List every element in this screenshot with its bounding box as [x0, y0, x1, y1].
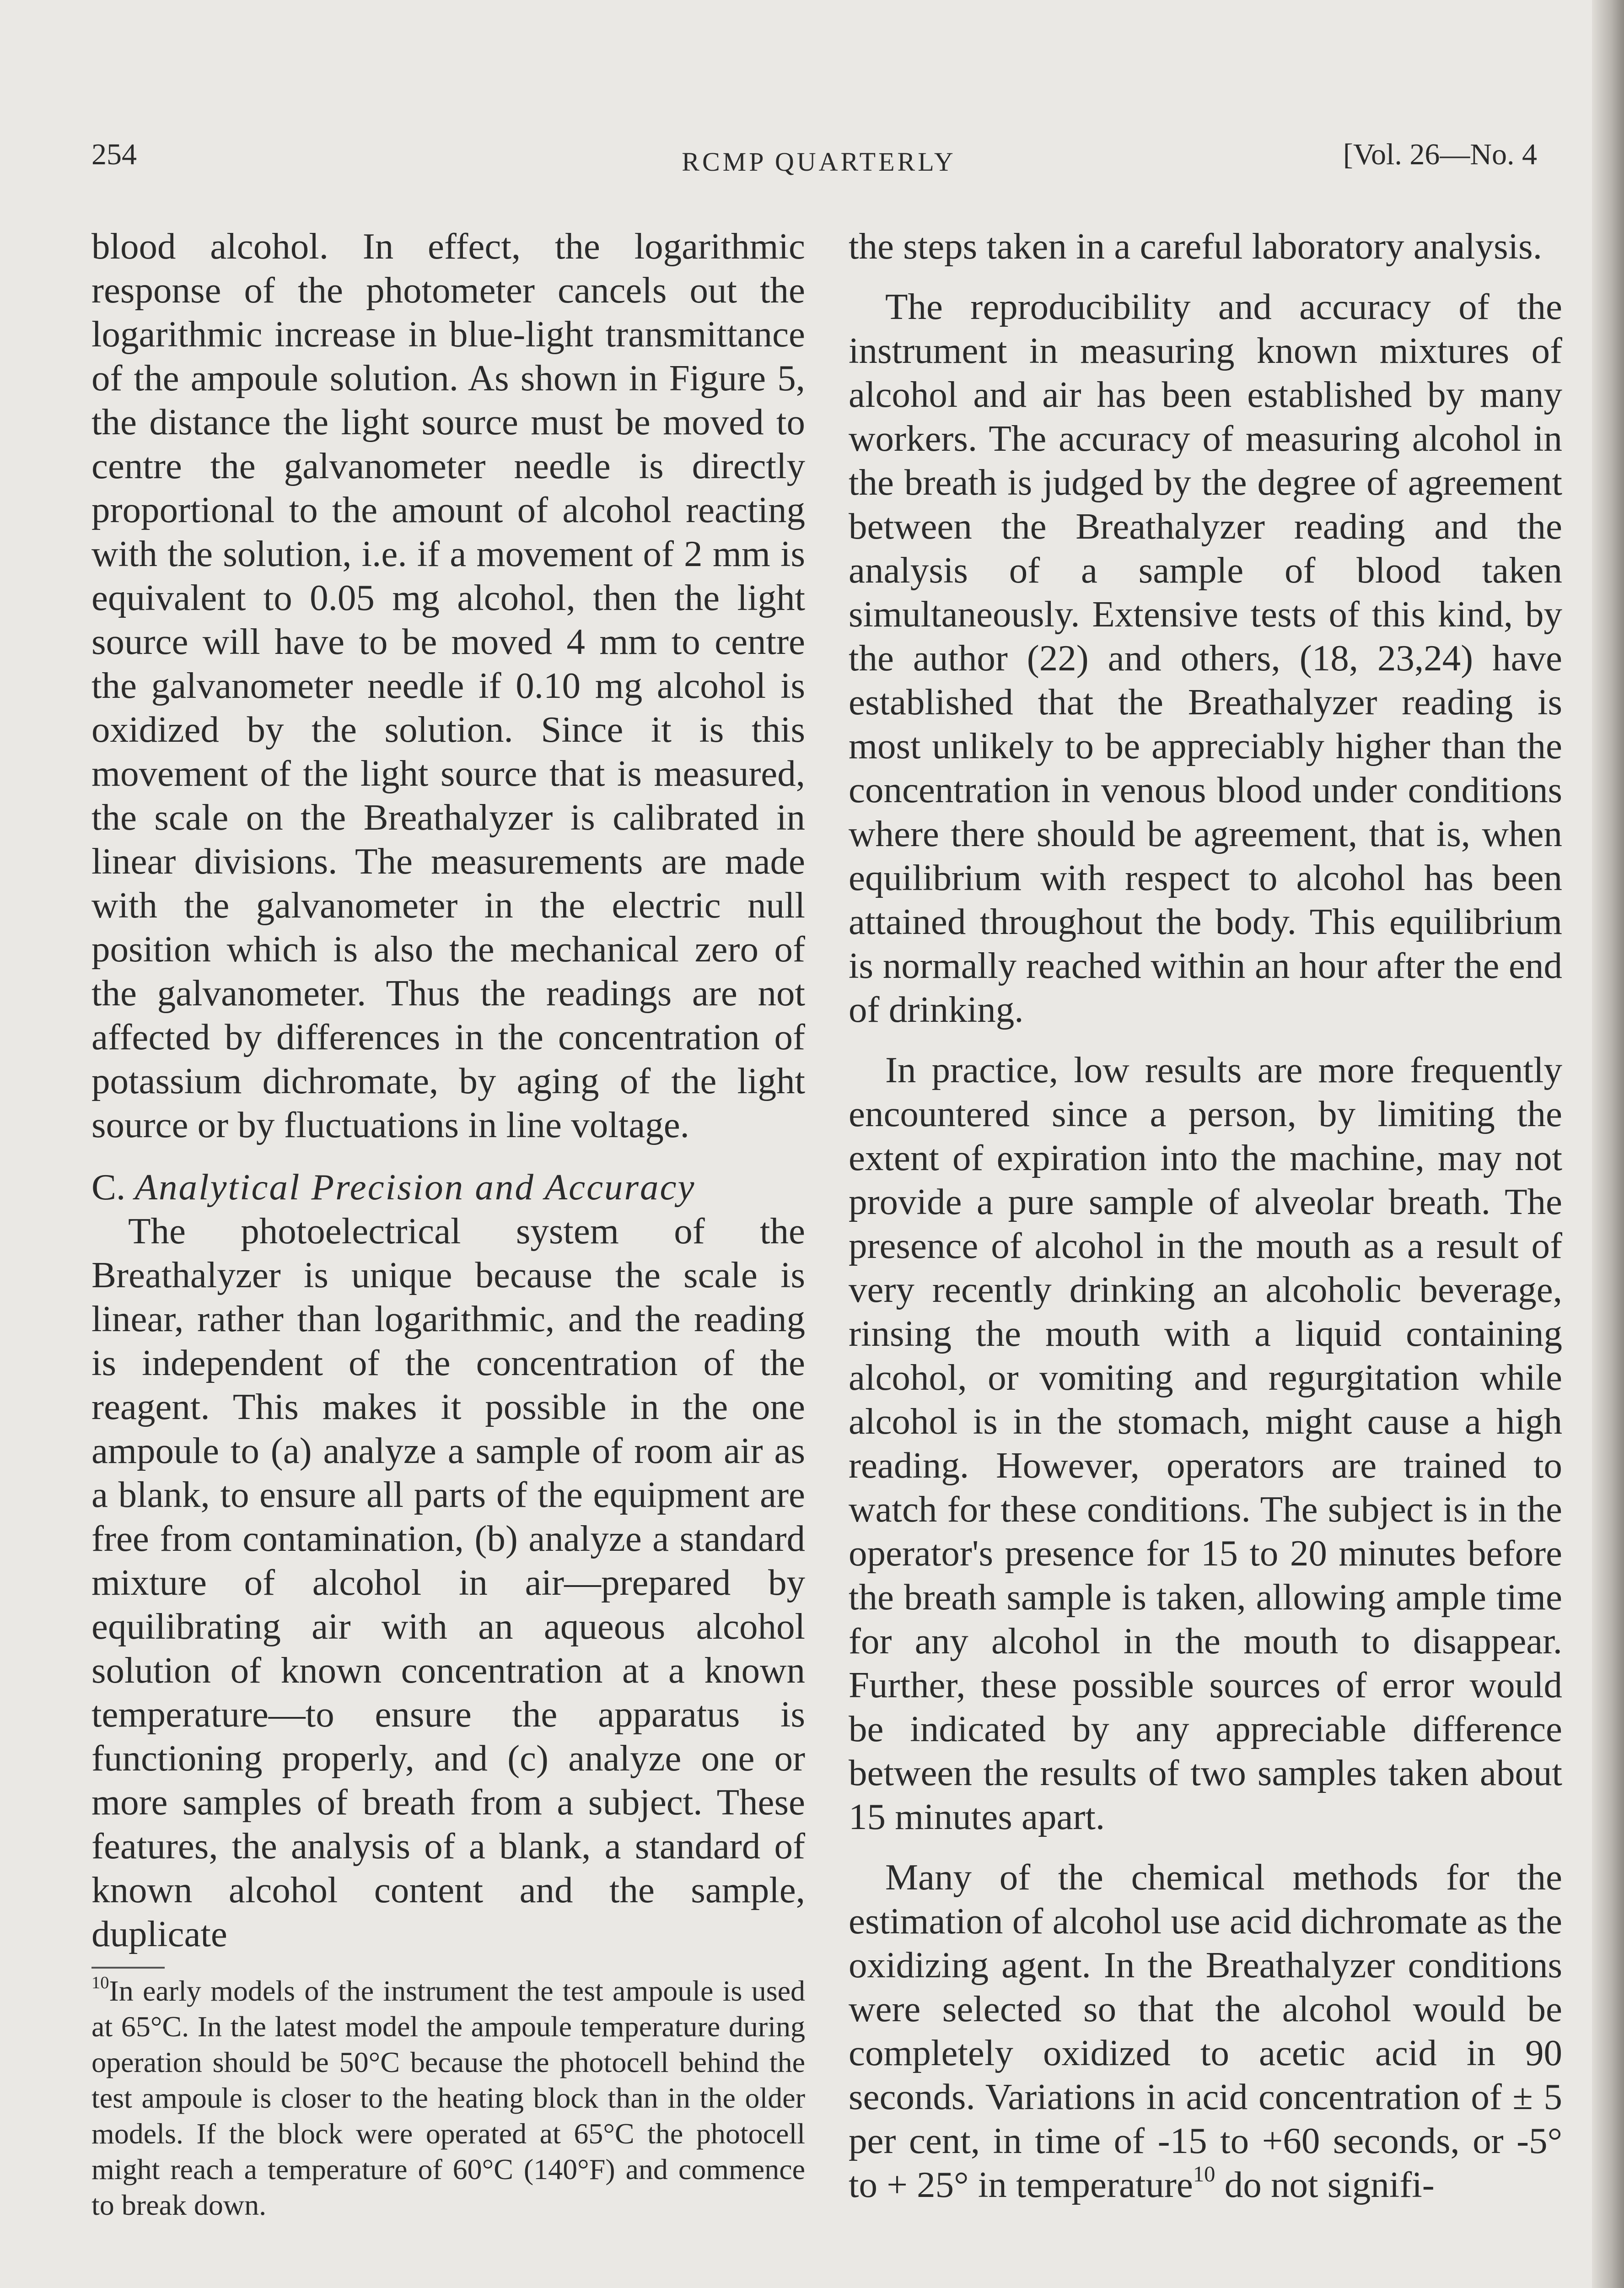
page-edge-shadow — [1592, 0, 1624, 2288]
footnote-text: In early models of the instrument the test ampoule is used at 65°C. In the latest model the ampoule temperature during operation should be 50°C because the photocell behind the test ampoule is closer to the heating block than in the older models. If the block were operated at 65°C the photocell might reach a temperature of 60°C (140°F) and commence to break down. — [91, 1975, 805, 2221]
right-paragraph-2: The reproducibility and accuracy of the instrument in measuring known mixtures of alcohol and air has been established by many workers. The accuracy of measuring alcohol in the breath is judged by the degree of agreement between the Breathalyzer reading and the analysis of a sample of blood taken simultaneously. Extensive tests of this kind, by the author (22) and others, (18, 23,24) have established that the Breathalyzer reading is most unlikely to be appreciably higher than the concentration in venous blood under conditions where there should be agreement, that is, when equilibrium with respect to alcohol has been attained throughout the body. This equilibrium is normally reached within an hour after the end of drinking. — [849, 286, 1562, 1030]
right-paragraph-3: In practice, low results are more frequently encountered since a person, by limiting the extent of expiration into the machine, may not provide a pure sample of alveolar breath. The presence of alcohol in the mouth as a result of very recently drinking an alcoholic beverage, rinsing the mouth with a liquid containing alcohol, or vomiting and regurgitation while alcohol is in the stomach, might cause a high reading. However, operators are trained to watch for these conditions. The subject is in the operator's presence for 15 to 20 minutes before the breath sample is taken, allowing ample time for any alcohol in the mouth to disappear. Further, these possible sources of error would be indicated by any appreciable difference between the results of two samples taken about 15 minutes apart. — [849, 1049, 1562, 1837]
running-head — [91, 137, 1546, 178]
left-paragraph-1: blood alcohol. In effect, the logarithmic response of the photometer cancels out the logarithmic increase in blue-light transmittance of the ampoule solution. As shown in Figure 5, the distance the light source must be moved to centre the galvanometer needle is directly proportional to the amount of alcohol reacting with the solution, i.e. if a movement of 2 mm is equivalent to 0.05 mg alcohol, then the light source will have to be moved 4 mm to centre the galvanometer needle if 0.10 mg alcohol is oxidized by the solution. Since it is this movement of the light source that is measured, the scale on the Breathalyzer is calibrated in linear divisions. The measurements are made with the galvanometer in the electric null position which is also the mechanical zero of the galvanometer. Thus the readings are not affected by differences in the concentration of potassium dichromate, by aging of the light source or by fluctuations in line voltage. — [91, 226, 805, 1145]
section-heading — [91, 1165, 805, 1209]
issue-info: [Vol. 26—No. 4 — [1343, 138, 1537, 171]
left-paragraph-2: The photoelectrical system of the Breathalyzer is unique because the scale is linear, rather than logarithmic, and the reading is independent of the concentration of the reagent. This makes it possible in the one ampoule to (a) analyze a sample of room air as a blank, to ensure all parts of the equipment are free from contamination, (b) analyze a standard mixture of alcohol in air—prepared by equilibrating air with an aqueous alcohol solution of known concentration at a known temperature—to ensure the apparatus is functioning properly, and (c) analyze one or more samples of breath from a subject. These features, the analysis of a blank, a standard of known alcohol content and the sample, duplicate — [91, 1210, 805, 1954]
page-number: 254 — [91, 138, 137, 171]
section-letter: C. — [91, 1166, 126, 1208]
footnote-reference: 10 — [1193, 2161, 1215, 2186]
right-paragraph-4-continuation: do not signifi- — [1215, 2164, 1435, 2205]
journal-title: RCMP QUARTERLY — [682, 147, 956, 177]
right-paragraph-4 — [849, 1855, 1562, 2207]
footnote-marker: 10 — [91, 1973, 109, 1993]
footnote-rule — [91, 1967, 165, 1969]
section-title: Analytical Precision and Accuracy — [134, 1166, 696, 1208]
right-paragraph-1: the steps taken in a careful laboratory analysis. — [849, 226, 1542, 267]
right-paragraph-4-text: Many of the chemical methods for the estimation of alcohol use acid dichromate as the oxidizing agent. In the Breathalyzer conditions were selected so that the alcohol would be completely oxidized to acetic acid in 90 seconds. Variations in acid concentration of ± 5 per cent, in time of -15 to +60 seconds, or -5° to + 25° in temperature — [849, 1856, 1562, 2205]
left-column — [91, 224, 805, 2223]
footnote — [91, 1973, 805, 2223]
right-column — [849, 224, 1562, 2207]
